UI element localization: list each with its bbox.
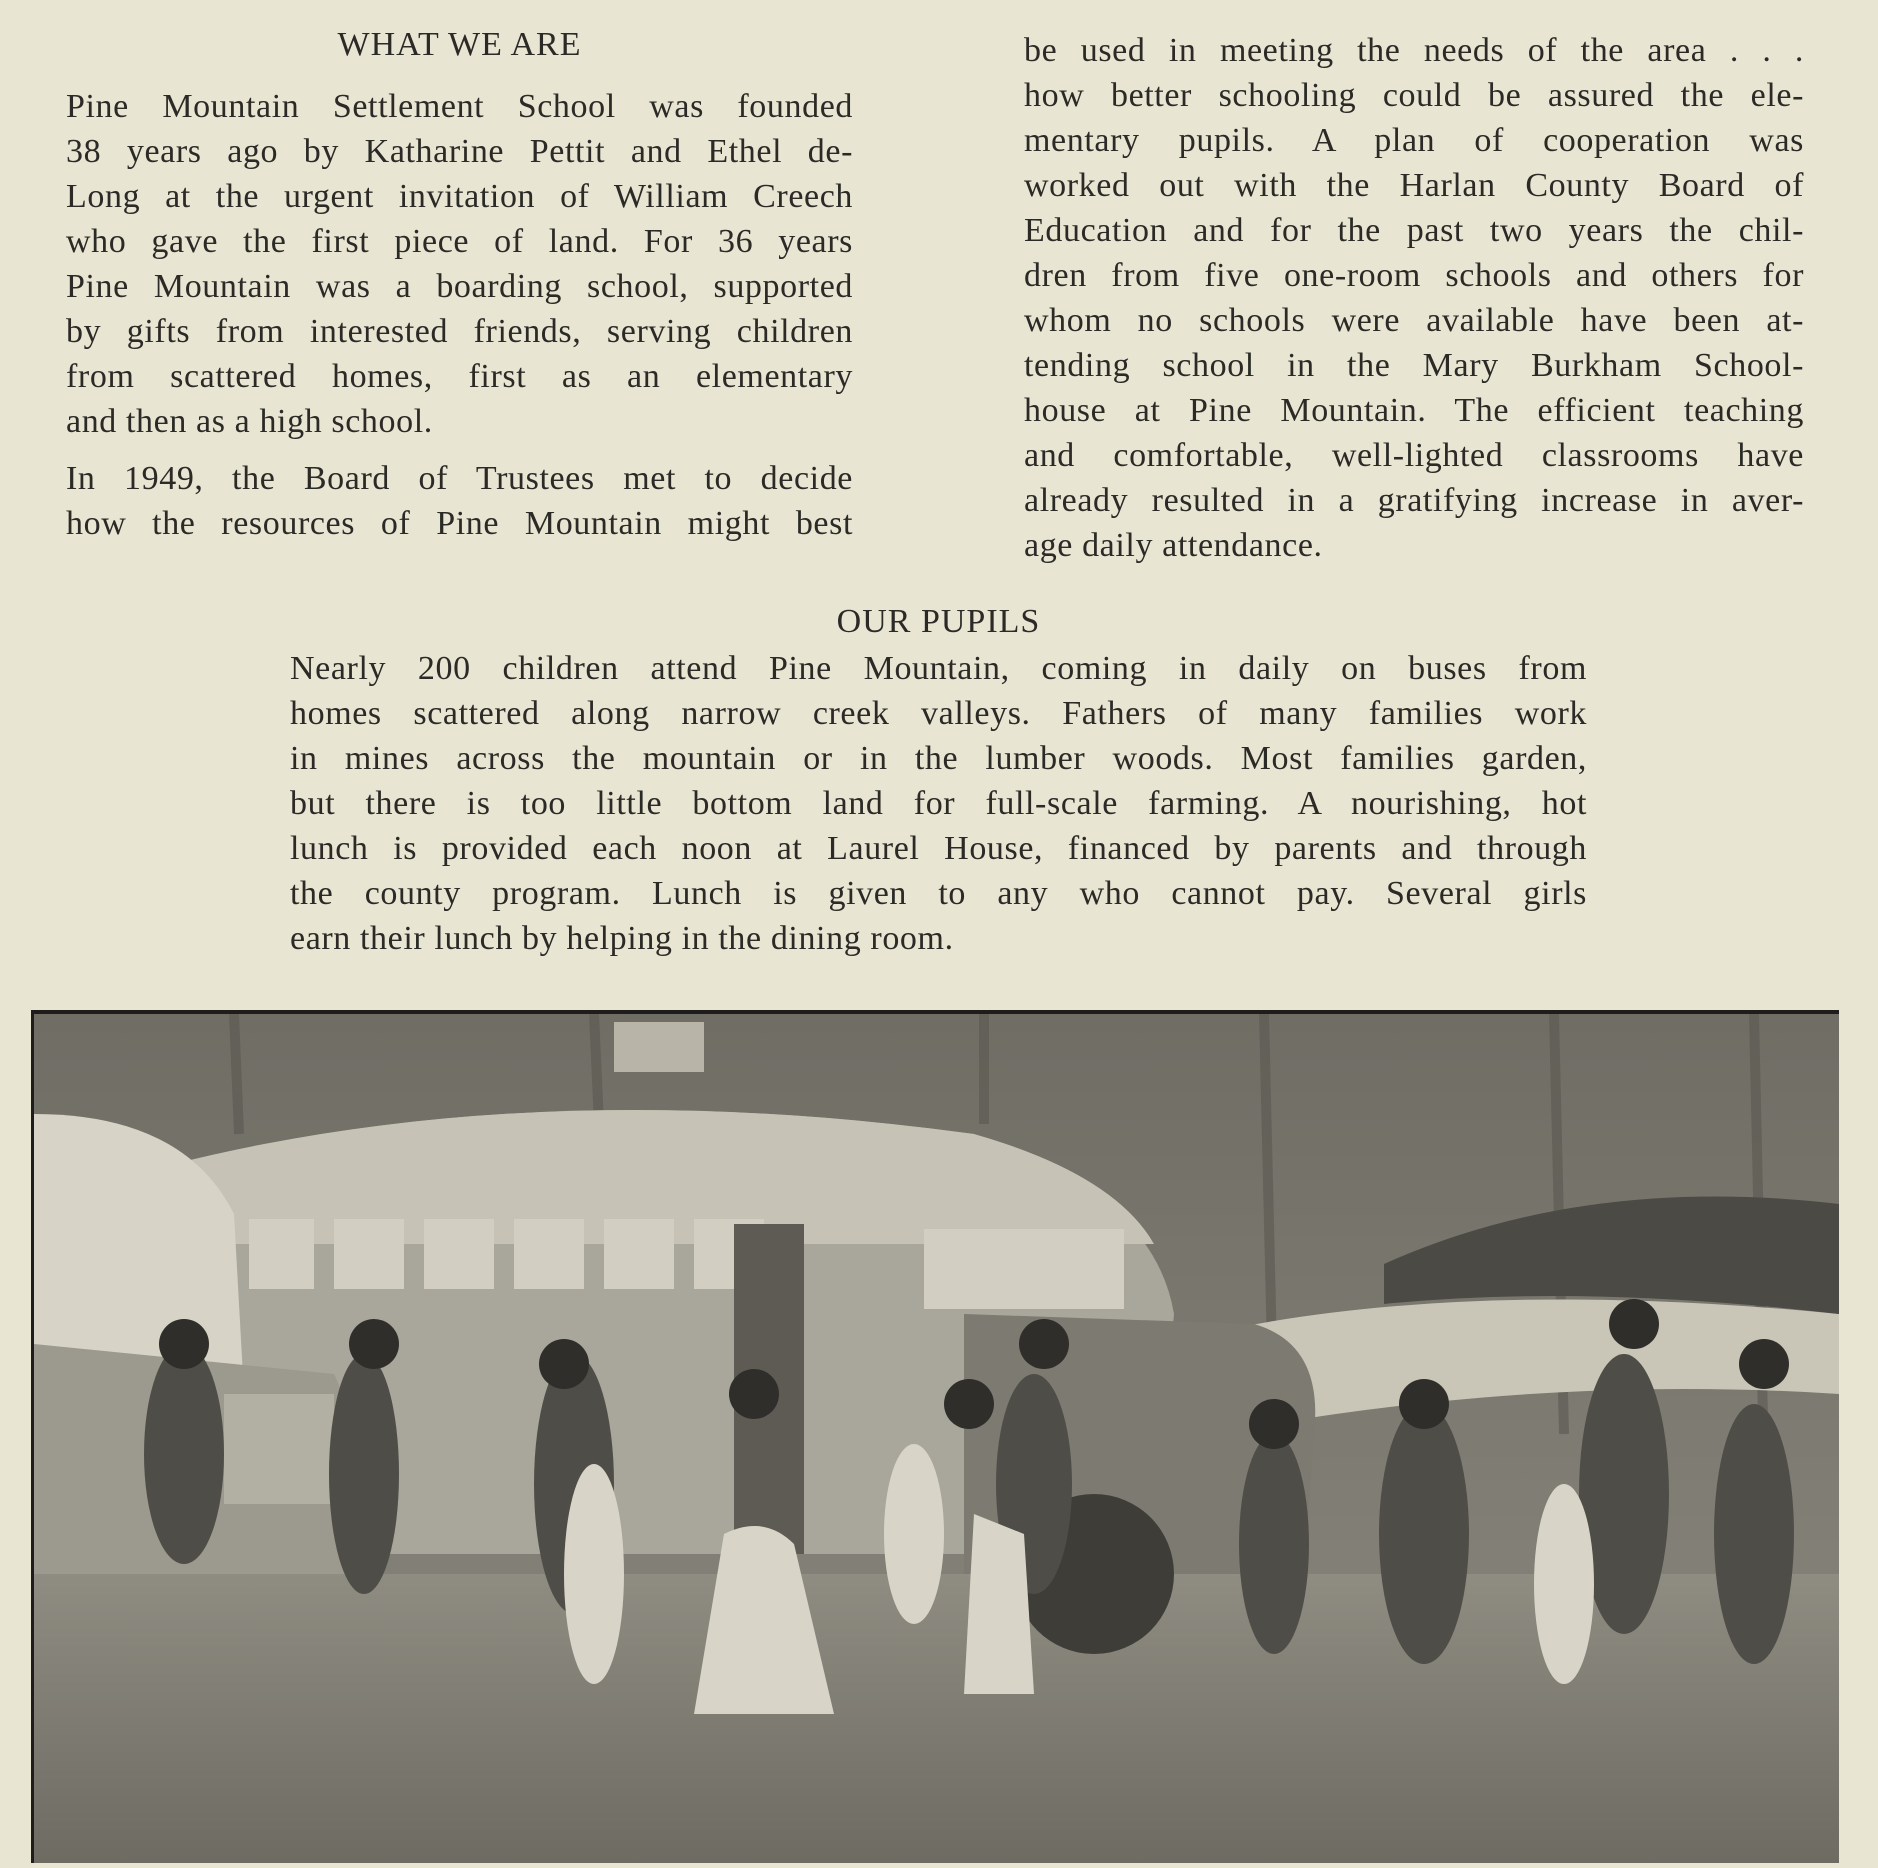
text-line: tending school in the Mary Burkham School-	[1024, 347, 1804, 384]
text-line: Long at the urgent invitation of William Creech	[66, 178, 853, 215]
text-line: how the resources of Pine Mountain might best	[66, 505, 853, 542]
text-line: but there is too little bottom land for full-scale farming. A nourishing, hot	[290, 785, 1587, 822]
heading-what-we-are: WHAT WE ARE	[337, 26, 582, 63]
text-line: age daily attendance.	[1024, 527, 1323, 564]
paragraph	[66, 456, 853, 546]
photo-school-buses-children	[31, 1010, 1839, 1863]
our-pupils-paragraph	[290, 646, 1587, 961]
text-line: and then as a high school.	[66, 403, 433, 440]
text-line: from scattered homes, first as an elementary	[66, 358, 853, 395]
paragraph	[66, 84, 853, 444]
text-line: whom no schools were available have been at-	[1024, 302, 1804, 339]
text-line: homes scattered along narrow creek valleys. Fathers of many families work	[290, 695, 1587, 732]
text-line: Education and for the past two years the chil-	[1024, 212, 1804, 249]
text-line: be used in meeting the needs of the area . . .	[1024, 32, 1804, 69]
text-line: by gifts from interested friends, serving children	[66, 313, 853, 350]
text-line: Pine Mountain was a boarding school, supported	[66, 268, 853, 305]
text-line: earn their lunch by helping in the dining room.	[290, 920, 954, 957]
text-line: who gave the first piece of land. For 36 years	[66, 223, 853, 260]
text-line: worked out with the Harlan County Board of	[1024, 167, 1804, 204]
text-line: mentary pupils. A plan of cooperation was	[1024, 122, 1804, 159]
text-line: in mines across the mountain or in the lumber woods. Most families garden,	[290, 740, 1587, 777]
text-line: Pine Mountain Settlement School was founded	[66, 88, 853, 125]
right-column	[1024, 28, 1804, 568]
heading-our-pupils: OUR PUPILS	[836, 603, 1041, 640]
text-line: lunch is provided each noon at Laurel House, financed by parents and through	[290, 830, 1587, 867]
photo-image	[34, 1014, 1839, 1863]
text-line: Nearly 200 children attend Pine Mountain, coming in daily on buses from	[290, 650, 1587, 687]
text-line: In 1949, the Board of Trustees met to decide	[66, 460, 853, 497]
text-line: 38 years ago by Katharine Pettit and Ethel de-	[66, 133, 853, 170]
text-line: house at Pine Mountain. The efficient teaching	[1024, 392, 1804, 429]
text-line: the county program. Lunch is given to any who cannot pay. Several girls	[290, 875, 1587, 912]
text-line: dren from five one-room schools and others for	[1024, 257, 1804, 294]
text-line: and comfortable, well-lighted classrooms have	[1024, 437, 1804, 474]
left-column	[66, 84, 853, 558]
text-line: how better schooling could be assured the ele-	[1024, 77, 1804, 114]
text-line: already resulted in a gratifying increase in aver-	[1024, 482, 1804, 519]
